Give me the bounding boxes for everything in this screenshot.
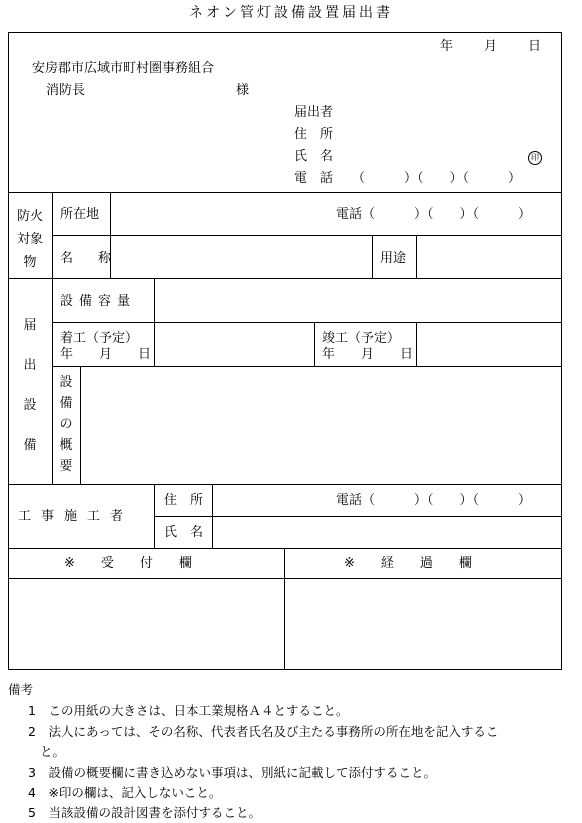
contractor-name-label: 氏 名	[164, 525, 204, 540]
applicant-label: 届出者	[294, 105, 334, 120]
divider-target-bottom	[8, 278, 562, 279]
addressee-honorific: 様	[236, 83, 250, 98]
divider-office-header	[8, 578, 562, 579]
target-use-label: 用途	[380, 251, 407, 266]
finish-date-label: 年 月 日	[322, 347, 414, 362]
reception-column-label: ※ 受 付 欄	[64, 556, 192, 571]
start-date-label: 年 月 日	[60, 347, 152, 362]
form-title: ネオン管灯設備設置届出書	[189, 5, 393, 21]
date-year-label: 年	[440, 39, 454, 54]
divider-equip-row1	[52, 322, 562, 323]
divider-finish-value	[416, 322, 417, 366]
equipment-section-label: 届出設備	[23, 318, 37, 453]
progress-column-label: ※ 経 過 欄	[344, 556, 472, 571]
applicant-name-label: 氏 名	[294, 149, 334, 164]
divider-overview-col	[80, 366, 81, 484]
divider-target-mid	[52, 235, 562, 236]
overview-label: 設備の概要	[59, 375, 73, 474]
target-section-label: 防火対象物	[16, 209, 43, 270]
divider-header	[8, 192, 562, 193]
seal-icon: 印	[528, 151, 542, 165]
date-month-label: 月	[484, 39, 498, 54]
addressee-org: 安房郡市広域市町村圏事務組合	[32, 61, 215, 76]
note-item-2-cont: と。	[40, 744, 66, 759]
contractor-phone-label: 電話	[336, 493, 363, 508]
seal-mark	[528, 150, 542, 165]
target-name-label: 名 称	[60, 251, 118, 266]
addressee-title: 消防長	[46, 83, 86, 98]
contractor-phone-field[interactable]: （ ）（ ）（ ）	[362, 493, 532, 508]
date-day-label: 日	[528, 39, 542, 54]
divider-finish-col	[314, 322, 315, 366]
divider-use-col	[372, 235, 373, 278]
notes-heading: 備考	[8, 682, 34, 697]
divider-equip-bottom	[8, 484, 562, 485]
divider-contractor-bottom	[8, 548, 562, 549]
applicant-phone-label: 電 話	[294, 171, 334, 186]
note-item-1: 1 この用紙の大きさは、日本工業規格Ａ４とすること。	[28, 703, 349, 718]
capacity-label: 設備容量	[60, 294, 137, 309]
note-item-2: 2 法人にあっては、その名称、代表者氏名及び主たる事務所の所在地を記入するこ	[28, 724, 499, 739]
target-phone-label: 電話	[336, 207, 363, 222]
note-item-4: 4 ※印の欄は、記入しないこと。	[28, 785, 222, 800]
start-label: 着工（予定）	[60, 331, 139, 346]
target-location-label: 所在地	[60, 207, 100, 222]
applicant-phone-field[interactable]: （ ）（ ）（ ）	[352, 171, 522, 186]
divider-equip-row2	[52, 366, 562, 367]
contractor-address-label: 住 所	[164, 493, 204, 508]
note-item-3: 3 設備の概要欄に書き込めない事項は、別紙に記載して添付すること。	[28, 765, 436, 780]
note-item-5: 5 当該設備の設計図書を添付すること。	[28, 805, 261, 820]
applicant-address-label: 住 所	[294, 127, 334, 142]
divider-equip-col1	[52, 278, 53, 484]
finish-label: 竣工（予定）	[322, 331, 401, 346]
divider-contractor-mid	[154, 516, 562, 517]
target-phone-field[interactable]: （ ）（ ）（ ）	[362, 207, 532, 222]
contractor-section-label: 工事施工者	[18, 509, 134, 524]
divider-office-col	[284, 548, 285, 670]
divider-use-value	[416, 235, 417, 278]
